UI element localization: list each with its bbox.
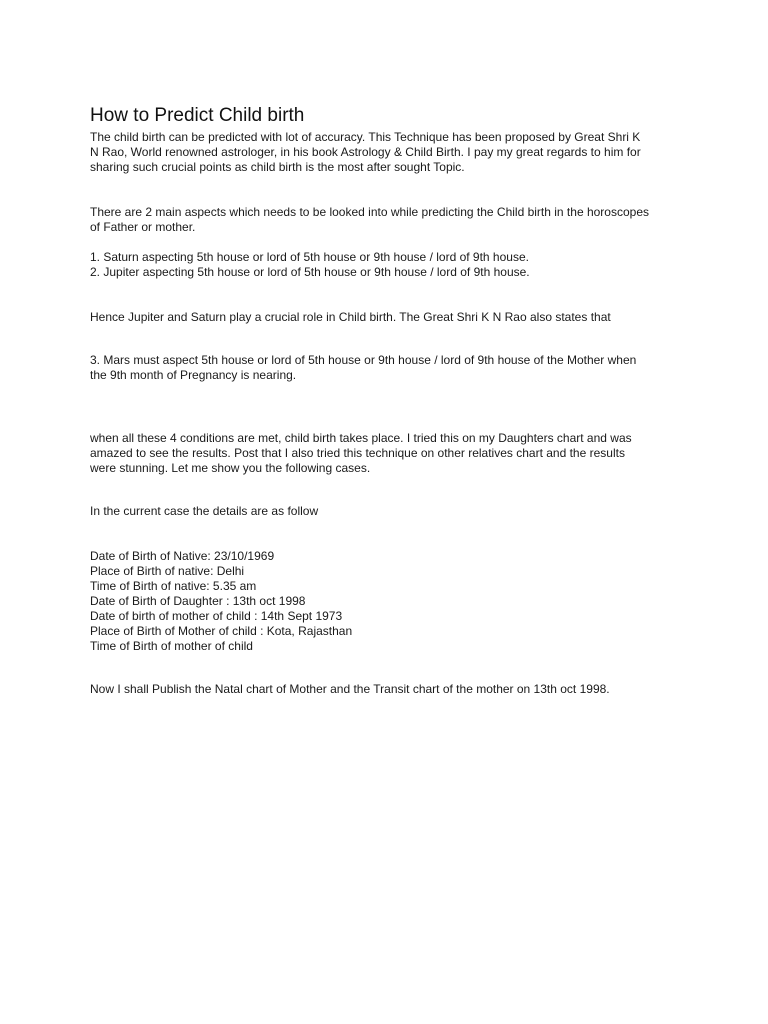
spacer bbox=[90, 280, 690, 310]
detail-line: Place of Birth of Mother of child : Kota, Rajasthan bbox=[90, 624, 353, 638]
conditions-paragraph: when all these 4 conditions are met, child birth takes place. I tried this on my Daughters chart and was amazed to see the results. Post that I also tried this technique on other relatives chart and the results were stunning. Let me show you the following cases. bbox=[90, 431, 632, 475]
spacer bbox=[90, 325, 690, 353]
document-title: How to Predict Child birth bbox=[90, 105, 305, 126]
document-page bbox=[90, 104, 690, 697]
spacer bbox=[90, 654, 690, 682]
aspects-intro-paragraph: There are 2 main aspects which needs to be looked into while predicting the Child birth in the horoscopes of Father or mother. bbox=[90, 205, 649, 234]
spacer bbox=[90, 407, 690, 431]
detail-line: Date of birth of mother of child : 14th Sept 1973 bbox=[90, 609, 343, 623]
aspect-item-2: 2. Jupiter aspecting 5th house or lord of 5th house or 9th house / lord of 9th house. bbox=[90, 265, 530, 279]
detail-line: Place of Birth of native: Delhi bbox=[90, 564, 245, 578]
detail-line: Time of Birth of native: 5.35 am bbox=[90, 579, 257, 593]
spacer bbox=[90, 519, 690, 549]
spacer bbox=[90, 476, 690, 504]
intro-paragraph: The child birth can be predicted with lot of accuracy. This Technique has been proposed by Great Shri K N Rao, World renowned astrologer, in his book Astrology & Child Birth. I pay my great regards to him for sharing such crucial points as child birth is the most after sought Topic. bbox=[90, 130, 641, 174]
detail-line: Date of Birth of Daughter : 13th oct 1998 bbox=[90, 594, 306, 608]
spacer bbox=[90, 175, 690, 205]
hence-paragraph: Hence Jupiter and Saturn play a crucial role in Child birth. The Great Shri K N Rao also states that bbox=[90, 310, 611, 324]
current-case-paragraph: In the current case the details are as follow bbox=[90, 504, 319, 518]
detail-line: Date of Birth of Native: 23/10/1969 bbox=[90, 549, 275, 563]
aspect-item-3: 3. Mars must aspect 5th house or lord of 5th house or 9th house / lord of 9th house of the Mother when the 9th month of Pregnancy is nearing. bbox=[90, 353, 637, 382]
spacer bbox=[90, 383, 690, 407]
aspect-item-1: 1. Saturn aspecting 5th house or lord of 5th house or 9th house / lord of 9th house. bbox=[90, 250, 529, 264]
birth-details-list bbox=[90, 549, 690, 654]
publish-paragraph: Now I shall Publish the Natal chart of Mother and the Transit chart of the mother on 13th oct 1998. bbox=[90, 682, 610, 696]
spacer bbox=[90, 235, 690, 250]
detail-line: Time of Birth of mother of child bbox=[90, 639, 253, 653]
